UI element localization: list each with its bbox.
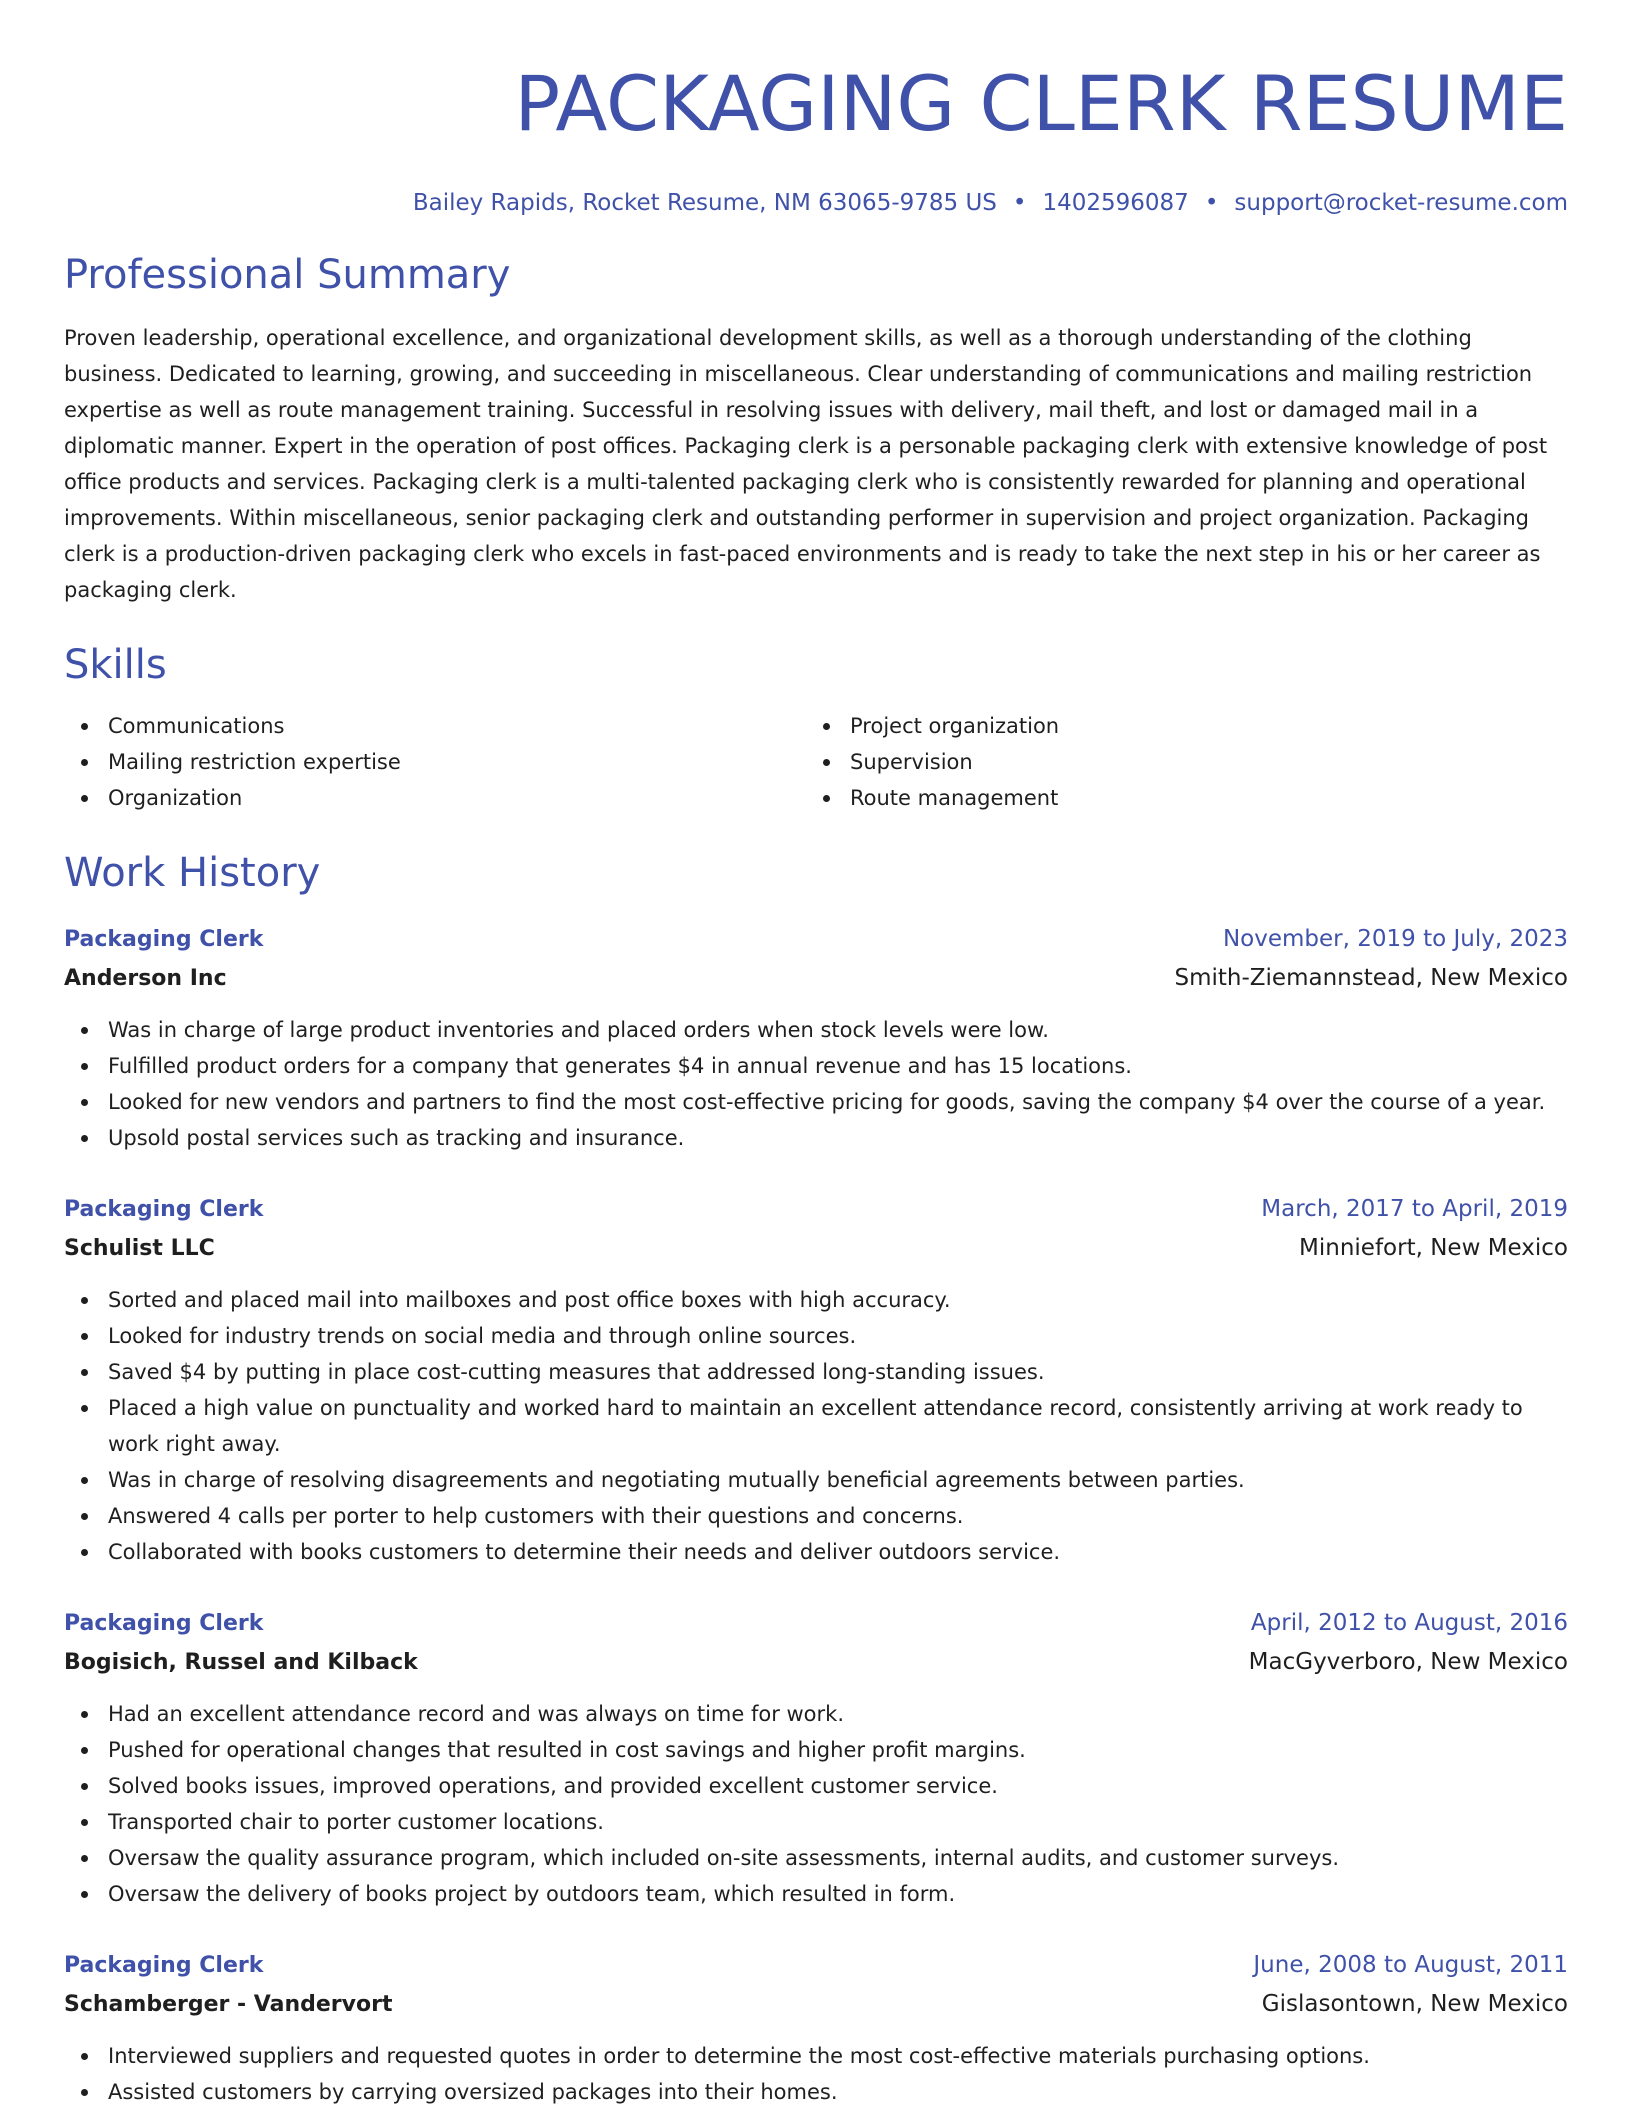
skill-item: Supervision bbox=[806, 744, 1548, 780]
job-header-row bbox=[64, 1946, 1568, 1985]
section-heading-skills: Skills bbox=[64, 642, 167, 688]
job-bullet: Looked for industry trends on social media and through online sources. bbox=[64, 1318, 1568, 1354]
job-entry bbox=[64, 920, 1568, 1156]
skills-column-right bbox=[806, 708, 1548, 816]
job-bullet: Solved books issues, improved operations, and provided excellent customer service. bbox=[64, 1768, 1568, 1804]
job-entry bbox=[64, 1190, 1568, 1570]
job-bullet: Interviewed suppliers and requested quotes in order to determine the most cost-effective materials purchasing options. bbox=[64, 2038, 1568, 2074]
skills-grid bbox=[64, 708, 1568, 816]
skill-item: Mailing restriction expertise bbox=[64, 744, 806, 780]
skills-column-left bbox=[64, 708, 806, 816]
job-bullet: Had an excellent attendance record and was always on time for work. bbox=[64, 1696, 1568, 1732]
job-bullet: Sorted and placed mail into mailboxes and post office boxes with high accuracy. bbox=[64, 1282, 1568, 1318]
job-bullet: Upsold postal services such as tracking and insurance. bbox=[64, 1120, 1568, 1156]
summary-text: Proven leadership, operational excellence, and organizational development skills, as well as a thorough understanding of the clothing business. Dedicated to learning, growing, and succeeding in miscellaneous. Clear understanding of communications and mailing restriction expertise as well as route management training. Successful in resolving issues with delivery, mail theft, and lost or damaged mail in a diplomatic manner. Expert in the operation of post offices. Packaging clerk is a personable packaging clerk with extensive knowledge of post office products and services. Packaging clerk is a multi-talented packaging clerk who is consistently rewarded for planning and operational improvements. Within miscellaneous, senior packaging clerk and outstanding performer in supervision and project organization. Packaging clerk is a production-driven packaging clerk who excels in fast-paced environments and is ready to take the next step in his or her career as packaging clerk. bbox=[64, 326, 1548, 602]
skill-item: Communications bbox=[64, 708, 806, 744]
job-title: Packaging Clerk bbox=[64, 1953, 264, 1978]
job-bullet: Looked for new vendors and partners to find the most cost-effective pricing for goods, saving the company $4 over the course of a year. bbox=[64, 1084, 1568, 1120]
job-title: Packaging Clerk bbox=[64, 1611, 264, 1636]
job-bullet: Answered 4 calls per porter to help customers with their questions and concerns. bbox=[64, 1498, 1568, 1534]
job-header-row bbox=[64, 1604, 1568, 1643]
job-company-row bbox=[64, 1229, 1568, 1268]
job-entry bbox=[64, 1946, 1568, 2110]
job-location: Smith-Ziemannstead, New Mexico bbox=[1174, 965, 1568, 991]
job-bullet: Placed a high value on punctuality and worked hard to maintain an excellent attendance record, consistently arriving at work ready to work right away. bbox=[64, 1390, 1568, 1462]
job-entry bbox=[64, 1604, 1568, 1912]
job-title: Packaging Clerk bbox=[64, 1197, 264, 1222]
job-dates: November, 2019 to July, 2023 bbox=[1222, 926, 1568, 952]
job-title: Packaging Clerk bbox=[64, 927, 264, 952]
job-company: Schulist LLC bbox=[64, 1236, 215, 1261]
job-location: Minniefort, New Mexico bbox=[1299, 1235, 1568, 1261]
job-bullets bbox=[64, 1282, 1568, 1570]
job-bullet: Fulfilled product orders for a company that generates $4 in annual revenue and has 15 locations. bbox=[64, 1048, 1568, 1084]
job-bullet: Transported chair to porter customer locations. bbox=[64, 1804, 1568, 1840]
job-bullet: Was in charge of large product inventories and placed orders when stock levels were low. bbox=[64, 1012, 1568, 1048]
job-bullets bbox=[64, 1696, 1568, 1912]
job-company: Schamberger - Vandervort bbox=[64, 1992, 393, 2017]
job-company-row bbox=[64, 1643, 1568, 1682]
job-bullet: Assisted customers by carrying oversized packages into their homes. bbox=[64, 2074, 1568, 2110]
job-dates: June, 2008 to August, 2011 bbox=[1253, 1952, 1568, 1978]
resume-title: PACKAGING CLERK RESUME bbox=[514, 59, 1568, 148]
job-location: MacGyverboro, New Mexico bbox=[1248, 1649, 1568, 1675]
job-company-row bbox=[64, 1985, 1568, 2024]
job-bullet: Collaborated with books customers to determine their needs and deliver outdoors service. bbox=[64, 1534, 1568, 1570]
job-bullet: Oversaw the quality assurance program, which included on-site assessments, internal audits, and customer surveys. bbox=[64, 1840, 1568, 1876]
job-bullet: Saved $4 by putting in place cost-cutting measures that addressed long-standing issues. bbox=[64, 1354, 1568, 1390]
job-header-row bbox=[64, 1190, 1568, 1229]
job-bullet: Was in charge of resolving disagreements and negotiating mutually beneficial agreements between parties. bbox=[64, 1462, 1568, 1498]
job-bullets bbox=[64, 1012, 1568, 1156]
job-company-row bbox=[64, 959, 1568, 998]
contact-address: Bailey Rapids, Rocket Resume, NM 63065-9785 US bbox=[412, 190, 997, 216]
skill-item: Organization bbox=[64, 780, 806, 816]
job-bullet: Oversaw the delivery of books project by outdoors team, which resulted in form. bbox=[64, 1876, 1568, 1912]
skill-item: Project organization bbox=[806, 708, 1548, 744]
job-bullet: Pushed for operational changes that resulted in cost savings and higher profit margins. bbox=[64, 1732, 1568, 1768]
section-heading-work-history: Work History bbox=[64, 850, 321, 896]
job-header-row bbox=[64, 920, 1568, 959]
job-location: Gislasontown, New Mexico bbox=[1261, 1991, 1568, 2017]
job-company: Bogisich, Russel and Kilback bbox=[64, 1650, 418, 1675]
job-dates: April, 2012 to August, 2016 bbox=[1250, 1610, 1568, 1636]
job-company: Anderson Inc bbox=[64, 966, 227, 991]
job-bullets bbox=[64, 2038, 1568, 2110]
contact-line bbox=[64, 188, 1568, 218]
contact-email[interactable]: support@rocket-resume.com bbox=[1234, 190, 1568, 216]
job-dates: March, 2017 to April, 2019 bbox=[1261, 1196, 1568, 1222]
contact-phone: 1402596087 bbox=[1042, 190, 1189, 216]
contact-separator: • bbox=[1204, 190, 1219, 216]
contact-separator: • bbox=[1012, 190, 1027, 216]
section-heading-summary: Professional Summary bbox=[64, 252, 511, 298]
skill-item: Route management bbox=[806, 780, 1548, 816]
